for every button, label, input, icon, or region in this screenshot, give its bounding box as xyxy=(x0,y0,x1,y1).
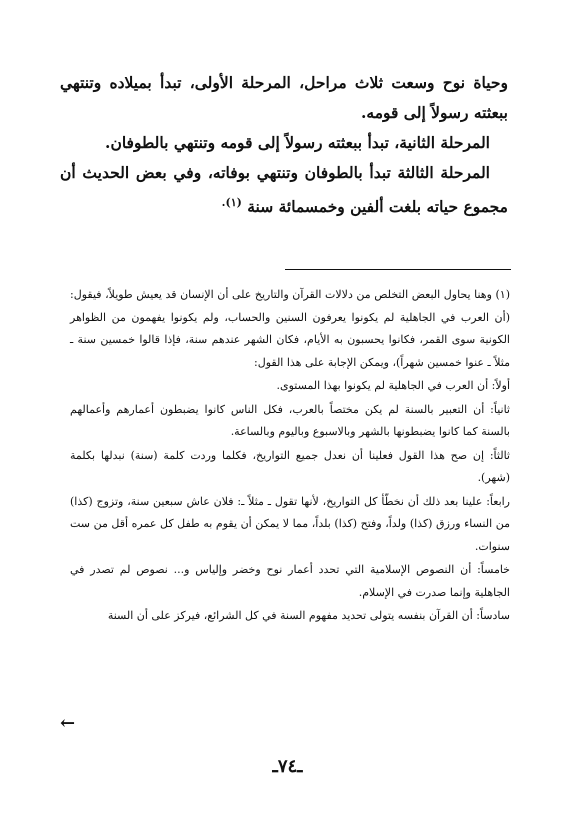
footnote-item: رابعاً: علينا بعد ذلك أن نخطّأ كل التواريخ، لأنها تقول ـ مثلاً ـ: فلان عاش سبعين سنة، وتزوج (كذا) من النساء ورزق (كذا) ولداً، وفتح (كذا) بلداً، مما لا يمكن أن يقوم به طفل كل عمره أقل من ست سنوات. xyxy=(70,494,510,553)
body-paragraph xyxy=(60,158,508,222)
footnote-reference: (١). xyxy=(221,196,242,209)
body-paragraph-text: المرحلة الثانية، تبدأ ببعثته رسولاً إلى قومه وتنتهي بالطوفان. xyxy=(105,133,490,152)
footnote-item: (١) وهنا يحاول البعض التخلص من دلالات القرآن والتاريخ على أن الإنسان قد يعيش طويلاً، فيقول: (أن العرب في الجاهلية لم يكونوا يعرفون السنين والحساب، ولم يكونوا يفهمون من الظواهر الكونية سوى القمر، فكانوا يحسبون به الأيام، فكان الشهر عندهم سنة، فإذا قالوا خمسين سنة ـ مثلاً ـ عنوا خمسين شهراً)، ويمكن الإجابة على هذا القول: xyxy=(70,288,510,369)
page-number: ـ٧٤ـ xyxy=(272,756,303,777)
body-paragraph-text: المرحلة الثالثة تبدأ بالطوفان وتنتهي بوفاته، وفي بعض الحديث أن مجموع حياته بلغت ألفين وخمسمائة سنة xyxy=(60,163,508,217)
main-text xyxy=(60,68,508,222)
body-paragraph xyxy=(60,68,508,128)
footnote-item: سادساً: أن القرآن بنفسه يتولى تحديد مفهوم السنة في كل الشرائع، فيركز على أن السنة xyxy=(107,609,510,622)
footnote-item: خامساً: أن النصوص الإسلامية التي تحدد أعمار نوح وخضر وإلياس و... نصوص لم تصدر في الجاهلية وإنما صدرت في الإسلام. xyxy=(70,563,510,599)
body-paragraph-text: وحياة نوح وسعت ثلاث مراحل، المرحلة الأولى، تبدأ بميلاده وتنتهي ببعثته رسولاً إلى قومه. xyxy=(60,73,508,122)
footnote-item: ثانياً: أن التعبير بالسنة لم يكن مختصاً بالعرب، فكل الناس كانوا يضبطون أعمارهم وأعمالهم بالسنة كما كانوا يضبطونها بالشهر وبالاسبوع وباليوم وبالساعة. xyxy=(70,402,510,438)
footnotes xyxy=(70,284,510,629)
continue-arrow-icon: ← xyxy=(60,713,76,734)
footnote-item: أولاً: أن العرب في الجاهلية لم يكونوا بهذا المستوى. xyxy=(276,379,510,392)
footnote-item: ثالثاً: إن صح هذا القول فعلينا أن نعدل جميع التواريخ، فكلما وردت كلمة (سنة) نبدلها بكلمة (شهر). xyxy=(70,448,510,484)
footnote-divider xyxy=(285,269,511,270)
body-paragraph xyxy=(60,128,508,158)
